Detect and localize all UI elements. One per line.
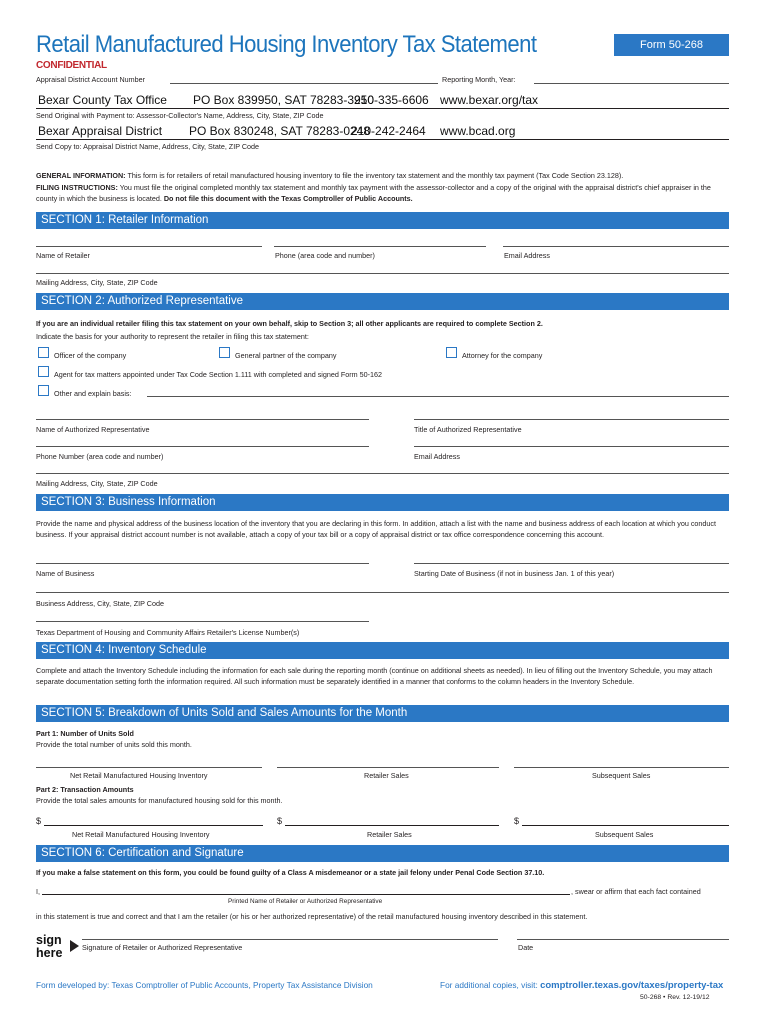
amount-subsequent-caption: Subsequent Sales: [595, 830, 654, 839]
business-name-field[interactable]: [36, 563, 369, 564]
collector-website[interactable]: www.bexar.org/tax: [440, 93, 539, 107]
attorney-checkbox[interactable]: [446, 347, 457, 358]
section-3-header: SECTION 3: Business Information: [36, 494, 729, 511]
retailer-name-field[interactable]: [36, 246, 262, 247]
collector-line: [36, 108, 729, 109]
section-4-text: Complete and attach the Inventory Schedule including the information for each sale during the reporting month (continue on additional sheets as needed). In lieu of filling out the Inventory Schedule, you may attach separate documentation setting forth the information required. All such information must be separately identified in a manner that conforms to the column headers in the Inventory Schedule.: [36, 666, 713, 686]
partner-checkbox[interactable]: [219, 347, 230, 358]
section-6-header: SECTION 6: Certification and Signature: [36, 845, 729, 862]
account-number-label: Appraisal District Account Number: [36, 75, 146, 84]
part-1-title: Part 1: Number of Units Sold: [36, 729, 134, 738]
form-revision: 50-268 • Rev. 12-19/12: [640, 994, 710, 1001]
rep-title-field[interactable]: [414, 419, 729, 420]
business-name-caption: Name of Business: [36, 569, 95, 578]
footer-developed-by: Form developed by: Texas Comptroller of Public Accounts, Property Tax Assistance Division: [36, 980, 373, 990]
officer-checkbox[interactable]: [38, 347, 49, 358]
amount-retailer-caption: Retailer Sales: [367, 830, 412, 839]
retailer-email-caption: Email Address: [504, 251, 550, 260]
amount-retailer-dollar: $: [277, 816, 283, 826]
license-number-field[interactable]: [36, 621, 369, 622]
filing-label: FILING INSTRUCTIONS:: [36, 183, 118, 192]
retailer-email-field[interactable]: [503, 246, 729, 247]
rep-name-caption: Name of Authorized Representative: [36, 425, 150, 434]
license-number-caption: Texas Department of Housing and Community Affairs Retailer's License Number(s): [36, 628, 300, 637]
section-1-header: SECTION 1: Retailer Information: [36, 212, 729, 229]
form-number-badge: Form 50-268: [614, 34, 729, 56]
here-word: here: [36, 946, 63, 960]
footer-copies: [440, 980, 723, 991]
signature-field[interactable]: [82, 939, 498, 940]
authority-basis-prompt: Indicate the basis for your authority to represent the retailer in filing this tax statement:: [36, 332, 309, 341]
appraisal-website[interactable]: www.bcad.org: [440, 124, 516, 138]
sign-here-arrow-icon: [70, 940, 79, 952]
officer-label: Officer of the company: [54, 351, 127, 360]
sign-here-label: [36, 934, 70, 960]
units-net-field[interactable]: [36, 767, 262, 768]
retailer-mailing-field[interactable]: [36, 273, 729, 274]
rep-mailing-caption: Mailing Address, City, State, ZIP Code: [36, 479, 158, 488]
sign-word: sign: [36, 933, 62, 947]
amount-net-field[interactable]: [44, 825, 263, 826]
rep-phone-field[interactable]: [36, 446, 369, 447]
other-explain-field[interactable]: [147, 396, 729, 397]
part-1-text: Provide the total number of units sold this month.: [36, 740, 192, 749]
units-retailer-caption: Retailer Sales: [364, 771, 409, 780]
retailer-name-caption: Name of Retailer: [36, 251, 90, 260]
amount-subsequent-field[interactable]: [522, 825, 729, 826]
other-label: Other and explain basis:: [54, 389, 132, 398]
filing-warning: Do not file this document with the Texas Comptroller of Public Accounts.: [163, 194, 413, 203]
collector-address[interactable]: PO Box 839950, SAT 78283-3950: [193, 93, 375, 107]
rep-mailing-field[interactable]: [36, 473, 729, 474]
filing-text: You must file the original completed monthly tax statement and monthly tax payment with the assessor-collector and a copy of the original with the appraisal district's chief appraiser in the county in which the business is located.: [36, 183, 711, 203]
section-5-header: SECTION 5: Breakdown of Units Sold and Sales Amounts for the Month: [36, 705, 729, 722]
units-net-caption: Net Retail Manufactured Housing Inventory: [70, 771, 208, 780]
appraisal-phone[interactable]: 210-242-2464: [351, 124, 426, 138]
amount-retailer-field[interactable]: [285, 825, 499, 826]
business-address-field[interactable]: [36, 592, 729, 593]
general-info-text: This form is for retailers of retail manufactured housing inventory to file the inventory tax statement and the monthly tax payment (Tax Code Section 23.128).: [125, 171, 624, 180]
agent-checkbox[interactable]: [38, 366, 49, 377]
section-2-instruction: If you are an individual retailer filing this tax statement on your own behalf, skip to Section 3; all other applicants are required to complete Section 2.: [36, 319, 543, 328]
confidential-label: CONFIDENTIAL: [36, 60, 107, 71]
business-address-caption: Business Address, City, State, ZIP Code: [36, 599, 164, 608]
footer-copies-link[interactable]: comptroller.texas.gov/taxes/property-tax: [540, 980, 724, 991]
retailer-phone-caption: Phone (area code and number): [275, 251, 375, 260]
general-info-label: GENERAL INFORMATION:: [36, 171, 126, 180]
amount-net-dollar: $: [36, 816, 42, 826]
collector-phone[interactable]: 210-335-6606: [354, 93, 429, 107]
form-title: Retail Manufactured Housing Inventory Tax Statement: [36, 31, 537, 58]
certification-statement: in this statement is true and correct and that I am the retailer (or his or her authorized representative) of the retail manufactured housing inventory described in this statement.: [36, 912, 588, 921]
date-field[interactable]: [517, 939, 729, 940]
appraisal-name[interactable]: Bexar Appraisal District: [38, 124, 163, 138]
general-information: [36, 170, 729, 181]
agent-label: Agent for tax matters appointed under Tax Code Section 1.111 with completed and signed Form 50-162: [54, 370, 383, 379]
retailer-mailing-caption: Mailing Address, City, State, ZIP Code: [36, 278, 158, 287]
other-checkbox[interactable]: [38, 385, 49, 396]
attorney-label: Attorney for the company: [462, 351, 543, 360]
section-2-header: SECTION 2: Authorized Representative: [36, 293, 729, 310]
date-caption: Date: [518, 943, 534, 952]
account-number-field[interactable]: [170, 83, 438, 84]
certification-i-label: I,: [36, 887, 40, 896]
collector-caption: Send Original with Payment to: Assessor-Collector's Name, Address, City, State, ZIP Code: [36, 111, 324, 120]
filing-instructions: [36, 182, 729, 204]
section-3-text: Provide the name and physical address of the business location of the inventory that you are declaring in this form. In addition, attach a list with the name and business address of each location at which you conduct business. If your appraisal district account number is not available, attach a copy of your tax bill or a copy of appraisal district or tax office correspondence concerning this account.: [36, 519, 717, 539]
units-subsequent-caption: Subsequent Sales: [592, 771, 651, 780]
appraisal-line: [36, 139, 729, 140]
units-retailer-field[interactable]: [277, 767, 499, 768]
partner-label: General partner of the company: [235, 351, 337, 360]
amount-subsequent-dollar: $: [514, 816, 520, 826]
business-start-caption: Starting Date of Business (if not in business Jan. 1 of this year): [414, 569, 615, 578]
rep-phone-caption: Phone Number (area code and number): [36, 452, 164, 461]
retailer-phone-field[interactable]: [274, 246, 486, 247]
rep-name-field[interactable]: [36, 419, 369, 420]
swear-affirm-text: , swear or affirm that each fact contained: [571, 887, 701, 896]
section-4-header: SECTION 4: Inventory Schedule: [36, 642, 729, 659]
rep-title-caption: Title of Authorized Representative: [414, 425, 522, 434]
reporting-month-field[interactable]: [534, 83, 729, 84]
business-start-date-field[interactable]: [414, 563, 729, 564]
part-2-title: Part 2: Transaction Amounts: [36, 785, 134, 794]
footer-copies-prefix: For additional copies, visit:: [440, 980, 541, 990]
reporting-month-label: Reporting Month, Year:: [442, 75, 516, 84]
units-subsequent-field[interactable]: [514, 767, 729, 768]
appraisal-caption: Send Copy to: Appraisal District Name, Address, City, State, ZIP Code: [36, 142, 260, 151]
part-2-text: Provide the total sales amounts for manufactured housing sold for this month.: [36, 796, 283, 805]
rep-email-field[interactable]: [414, 446, 729, 447]
appraisal-address[interactable]: PO Box 830248, SAT 78283-0248: [189, 124, 371, 138]
rep-email-caption: Email Address: [414, 452, 460, 461]
signature-caption: Signature of Retailer or Authorized Representative: [82, 943, 243, 952]
collector-name[interactable]: Bexar County Tax Office: [38, 93, 167, 107]
false-statement-warning: If you make a false statement on this form, you could be found guilty of a Class A misdemeanor or a state jail felony under Penal Code Section 37.10.: [36, 868, 545, 877]
amount-net-caption: Net Retail Manufactured Housing Inventory: [72, 830, 210, 839]
printed-name-caption: Printed Name of Retailer or Authorized Representative: [228, 898, 383, 905]
printed-name-field[interactable]: [42, 894, 570, 895]
